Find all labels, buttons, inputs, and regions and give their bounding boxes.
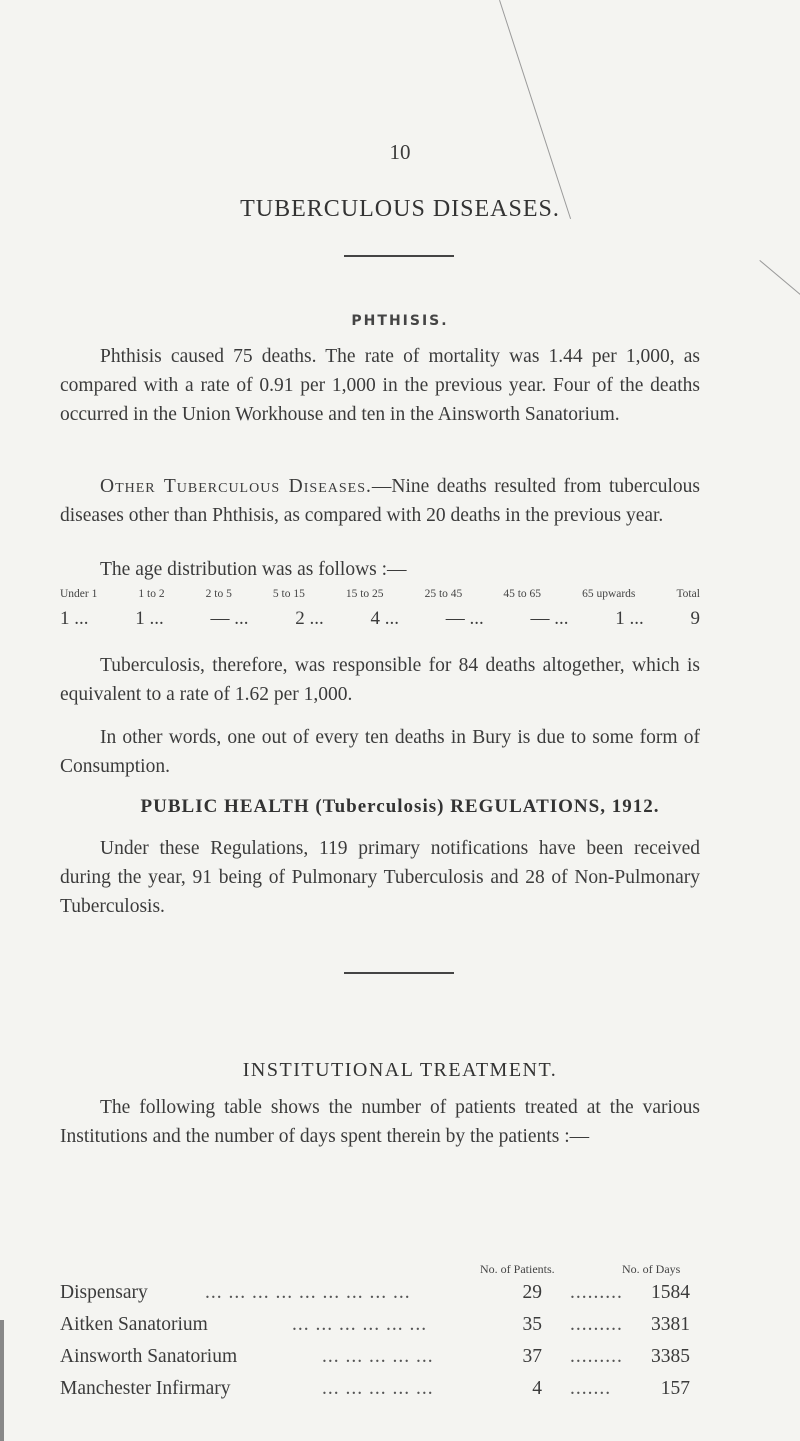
age-header-cell: 1 to 2	[138, 588, 165, 600]
regulations-paragraph: Under these Regulations, 119 primary notifications have been received during the year, 91 being of Pulmonary Tuberculosis and 28 of Non-Pulmonary Tuberculosis.	[60, 838, 700, 917]
phthisis-paragraph: Phthisis caused 75 deaths. The rate of mortality was 1.44 per 1,000, as compared with a rate of 0.91 per 1,000 in the previous year. Four of the deaths occurred in the Union Workhouse and ten in the Ainsworth Sanatorium.	[60, 346, 700, 425]
leader-dots: ... ... ... ... ...	[322, 1378, 434, 1399]
other-diseases-paragraph	[60, 472, 700, 530]
days-count: 3385	[651, 1346, 690, 1367]
age-value-cell: 1 ...	[60, 608, 89, 629]
institutional-intro: The following table shows the number of patients treated at the various Institutions and the number of days spent therein by the patients :—	[60, 1097, 700, 1147]
age-intro: The age distribution was as follows :—	[100, 559, 407, 580]
leader-dots: .........	[570, 1314, 623, 1335]
age-header-cell: 45 to 65	[503, 588, 542, 600]
patients-count: 29	[522, 1282, 542, 1303]
patients-count: 4	[532, 1378, 542, 1399]
age-value-cell: 9	[690, 608, 700, 629]
leader-dots: ... ... ... ... ... ...	[292, 1314, 428, 1335]
days-count: 3381	[651, 1314, 690, 1335]
edge-shadow-line	[499, 0, 571, 219]
age-header-cell: 2 to 5	[205, 588, 232, 600]
age-header-cell: 15 to 25	[345, 588, 384, 600]
leader-dots: .........	[570, 1346, 623, 1367]
regulations-heading: PUBLIC HEALTH (Tuberculosis) REGULATIONS, 1912.	[140, 796, 660, 817]
in-other-words-paragraph: In other words, one out of every ten deaths in Bury is due to some form of Consumption.	[60, 727, 700, 777]
table-row	[60, 1282, 690, 1310]
age-header-cell: 25 to 45	[424, 588, 463, 600]
age-value-cell: 2 ...	[295, 608, 324, 629]
institution-name: Ainsworth Sanatorium	[60, 1346, 238, 1367]
patients-column-header: No. of Patients.	[480, 1262, 555, 1276]
age-table-values	[60, 608, 700, 630]
leader-dots: ... ... ... ... ... ... ... ... ...	[205, 1282, 411, 1303]
days-count: 157	[660, 1378, 690, 1399]
age-value-cell: — ...	[445, 608, 484, 629]
leader-dots: ... ... ... ... ...	[322, 1346, 434, 1367]
section-divider	[344, 972, 454, 974]
tb-total-paragraph: Tuberculosis, therefore, was responsible for 84 deaths altogether, which is equivalent to a rate of 1.62 per 1,000.	[60, 655, 700, 705]
age-value-cell: 4 ...	[370, 608, 399, 629]
phthisis-heading: PHTHISIS.	[351, 313, 449, 329]
institution-name: Dispensary	[60, 1282, 148, 1303]
binding-edge	[0, 1320, 4, 1441]
days-column-header: No. of Days	[622, 1262, 681, 1276]
age-header-cell: Total	[676, 588, 700, 600]
title-divider	[344, 255, 454, 257]
age-header-cell: 5 to 15	[272, 588, 305, 600]
age-value-cell: — ...	[530, 608, 569, 629]
leader-dots: .........	[570, 1282, 623, 1303]
page-title: TUBERCULOUS DISEASES.	[240, 196, 560, 222]
other-diseases-lead: Other Tuberculous Diseases.	[100, 476, 372, 497]
age-table-header	[60, 588, 700, 600]
age-value-cell: — ...	[210, 608, 249, 629]
table-row	[60, 1346, 690, 1374]
table-row	[60, 1314, 690, 1342]
age-value-cell: 1 ...	[615, 608, 644, 629]
days-count: 1584	[651, 1282, 690, 1303]
edge-shadow-line	[759, 260, 800, 299]
age-value-cell: 1 ...	[135, 608, 164, 629]
institution-name: Manchester Infirmary	[60, 1378, 231, 1399]
table-row	[60, 1378, 690, 1406]
page-number: 10	[389, 140, 411, 164]
patients-count: 35	[522, 1314, 542, 1335]
leader-dots: .......	[570, 1378, 612, 1399]
age-header-cell: 65 upwards	[582, 588, 636, 600]
institution-name: Aitken Sanatorium	[60, 1314, 208, 1335]
patients-count: 37	[522, 1346, 542, 1367]
other-diseases-text: —Nine deaths resulted from tuberculous diseases other than Phthisis, as compared with 20 deaths in the previous year.	[60, 476, 700, 526]
age-header-cell: Under 1	[60, 588, 98, 600]
institutional-heading: INSTITUTIONAL TREATMENT.	[242, 1059, 558, 1081]
